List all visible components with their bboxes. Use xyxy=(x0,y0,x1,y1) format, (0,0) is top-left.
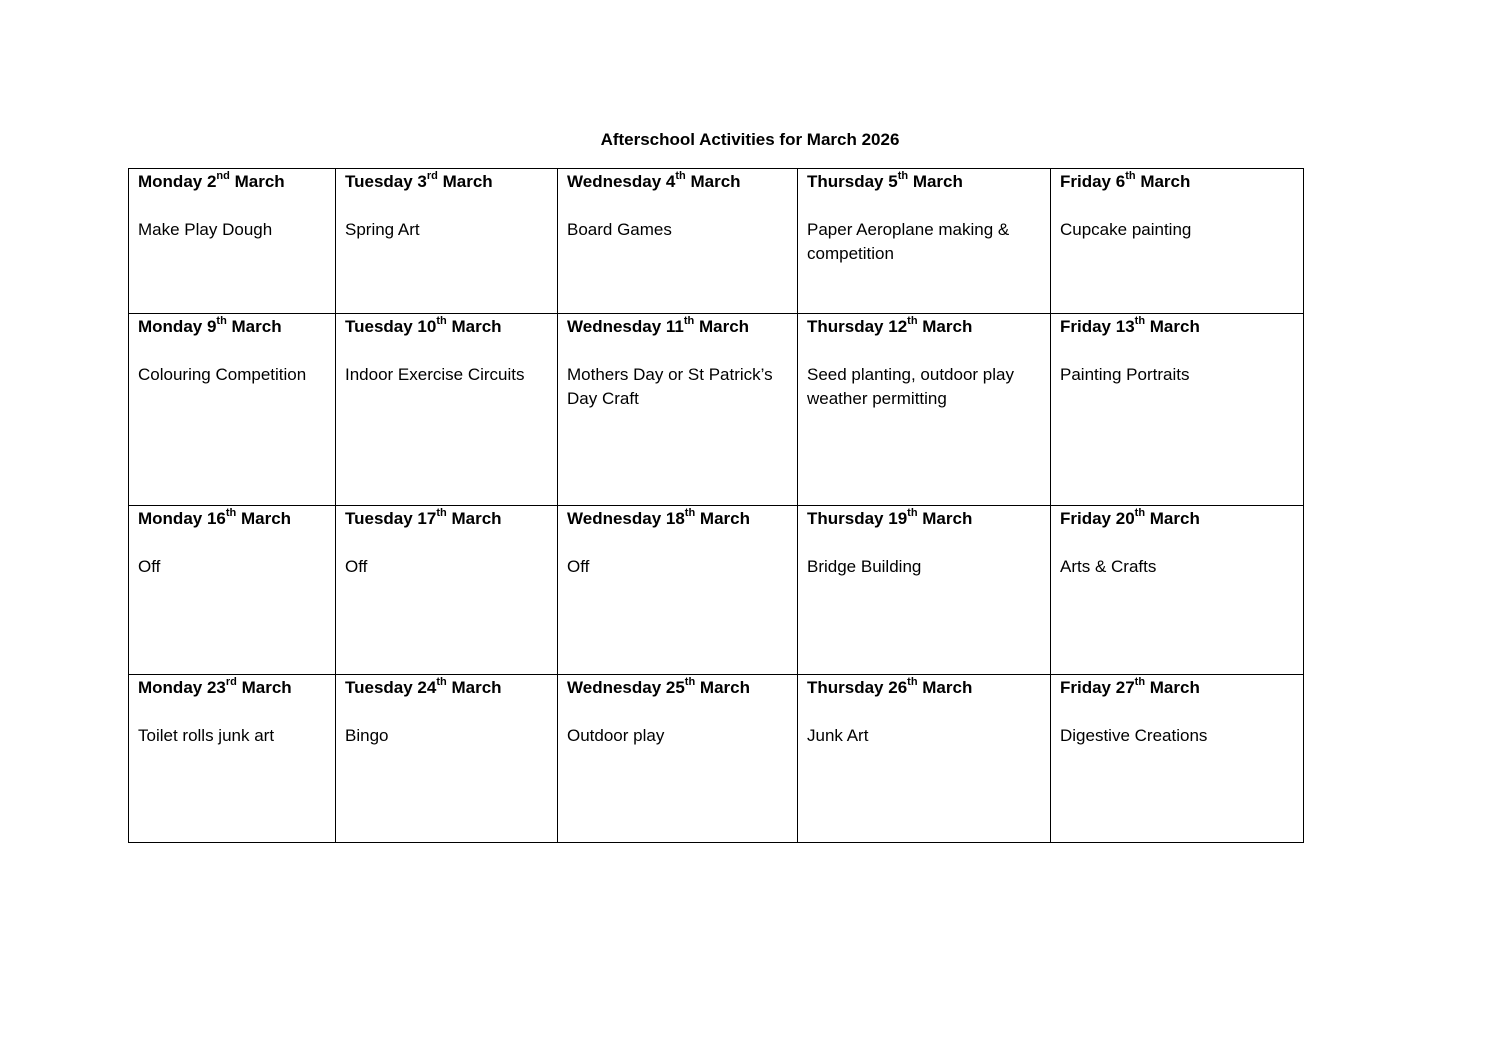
day-label: Monday 2nd March xyxy=(138,170,285,191)
activity-text: Painting Portraits xyxy=(1060,365,1190,384)
activity-text: Off xyxy=(567,557,590,576)
activity-text: Bingo xyxy=(345,726,389,745)
day-label: Tuesday 24th March xyxy=(345,676,502,697)
day-cell xyxy=(1051,675,1304,843)
week-row xyxy=(129,675,1304,843)
activity-text: Off xyxy=(345,557,368,576)
day-cell xyxy=(798,506,1051,675)
day-label: Wednesday 11th March xyxy=(567,315,750,336)
day-label: Tuesday 10th March xyxy=(345,315,502,336)
day-label: Wednesday 18th March xyxy=(567,507,750,528)
day-label: Thursday 26th March xyxy=(807,676,973,697)
activity-text: Arts & Crafts xyxy=(1060,557,1157,576)
day-cell xyxy=(1051,169,1304,314)
day-label: Tuesday 3rd March xyxy=(345,170,493,191)
day-cell xyxy=(798,314,1051,506)
day-cell xyxy=(336,675,558,843)
day-cell xyxy=(129,314,336,506)
day-label: Friday 20th March xyxy=(1060,507,1200,528)
activity-text: Spring Art xyxy=(345,220,420,239)
day-cell xyxy=(558,675,798,843)
day-cell xyxy=(798,675,1051,843)
day-cell xyxy=(1051,314,1304,506)
day-label: Monday 16th March xyxy=(138,507,292,528)
day-label: Wednesday 4th March xyxy=(567,170,741,191)
activity-text: Mothers Day or St Patrick’s Day Craft xyxy=(567,365,773,408)
day-label: Friday 6th March xyxy=(1060,170,1191,191)
activity-text: Colouring Competition xyxy=(138,365,307,384)
activity-schedule-table xyxy=(128,168,1304,843)
day-label: Friday 13th March xyxy=(1060,315,1200,336)
activity-text: Bridge Building xyxy=(807,557,922,576)
day-cell xyxy=(558,506,798,675)
day-cell xyxy=(129,675,336,843)
day-cell xyxy=(336,314,558,506)
day-cell xyxy=(558,314,798,506)
week-row xyxy=(129,169,1304,314)
activity-text: Seed planting, outdoor play weather permitting xyxy=(807,365,1014,408)
activity-text: Off xyxy=(138,557,161,576)
day-cell xyxy=(129,169,336,314)
day-cell xyxy=(1051,506,1304,675)
activity-text: Indoor Exercise Circuits xyxy=(345,365,525,384)
activity-text: Digestive Creations xyxy=(1060,726,1208,745)
activity-text: Board Games xyxy=(567,220,672,239)
week-row xyxy=(129,506,1304,675)
day-cell xyxy=(336,506,558,675)
activity-text: Make Play Dough xyxy=(138,220,273,239)
activity-text: Paper Aeroplane making & competition xyxy=(807,220,1010,263)
activity-text: Junk Art xyxy=(807,726,869,745)
day-label: Thursday 19th March xyxy=(807,507,973,528)
page-title: Afterschool Activities for March 2026 xyxy=(600,130,900,149)
day-cell xyxy=(129,506,336,675)
activity-text: Toilet rolls junk art xyxy=(138,726,275,745)
day-label: Thursday 5th March xyxy=(807,170,963,191)
day-label: Friday 27th March xyxy=(1060,676,1200,697)
day-cell xyxy=(798,169,1051,314)
day-label: Wednesday 25th March xyxy=(567,676,750,697)
week-row xyxy=(129,314,1304,506)
day-label: Thursday 12th March xyxy=(807,315,973,336)
day-label: Monday 23rd March xyxy=(138,676,292,697)
day-cell xyxy=(558,169,798,314)
day-cell xyxy=(336,169,558,314)
day-label: Tuesday 17th March xyxy=(345,507,502,528)
day-label: Monday 9th March xyxy=(138,315,282,336)
activity-text: Outdoor play xyxy=(567,726,665,745)
activity-text: Cupcake painting xyxy=(1060,220,1192,239)
